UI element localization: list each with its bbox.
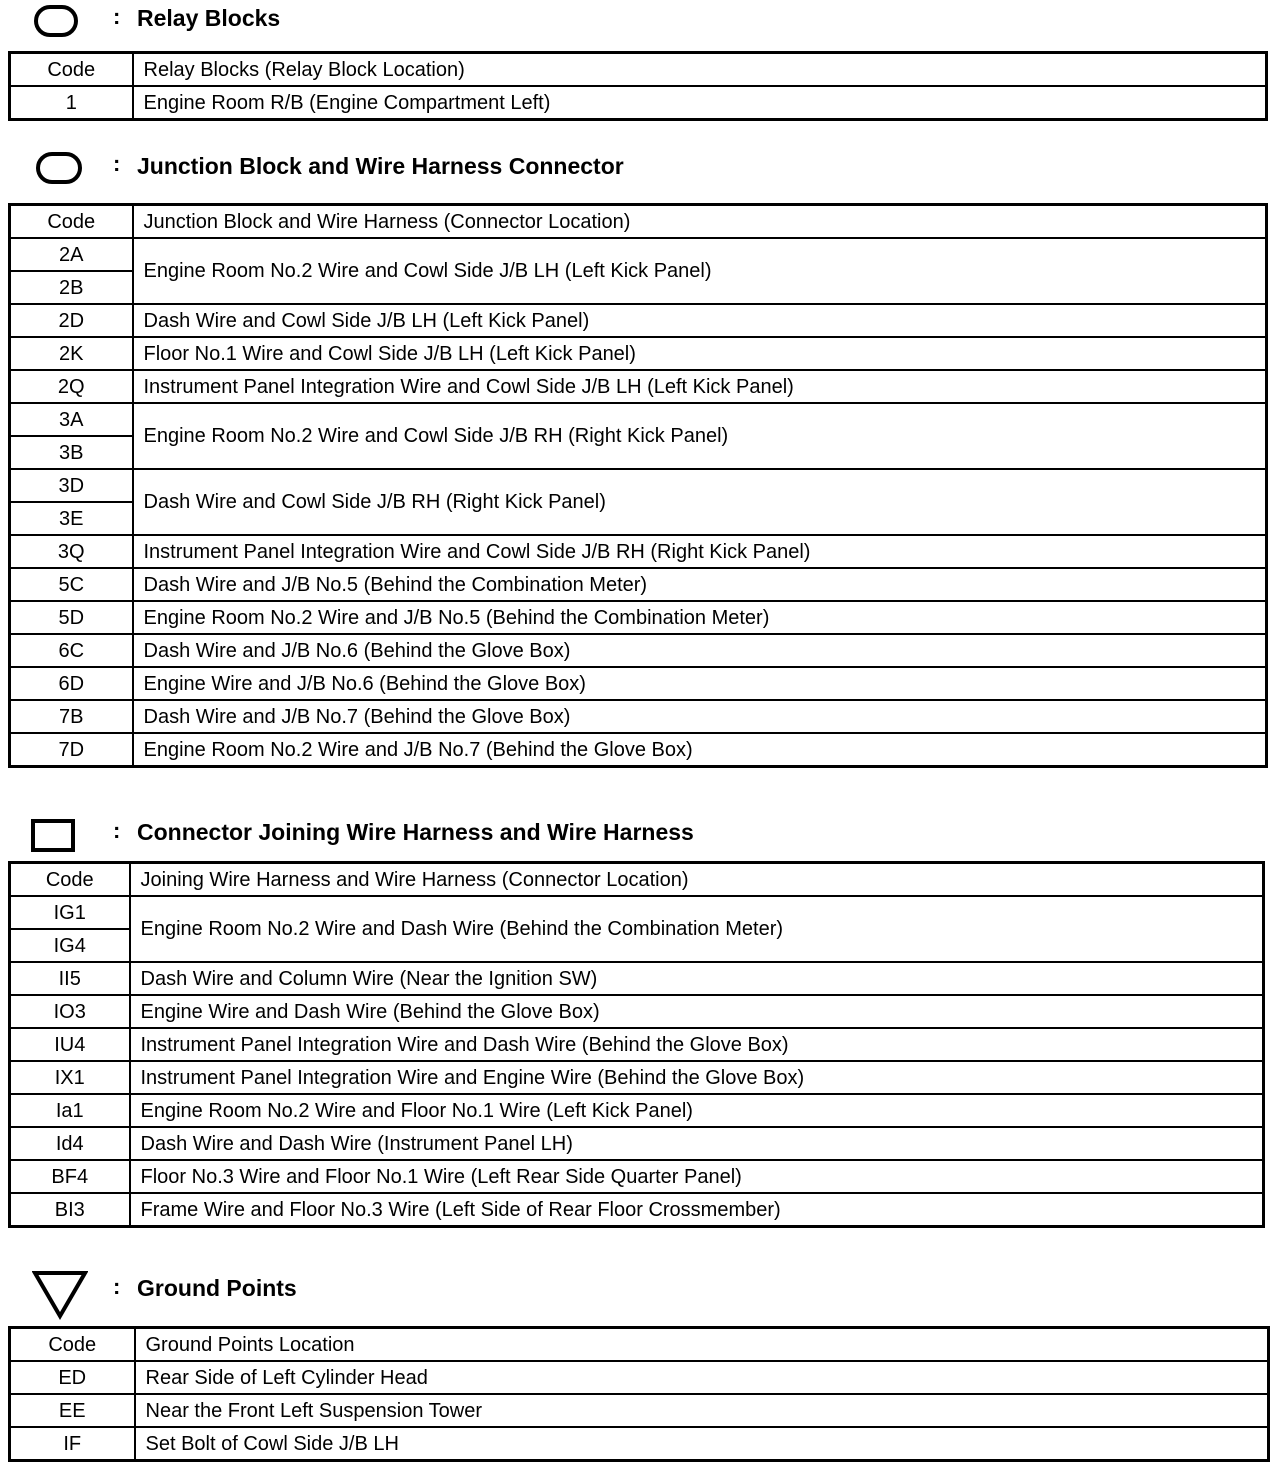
header-code: Code [10, 863, 130, 897]
code-cell: IU4 [10, 1028, 130, 1061]
colon: : [113, 1274, 121, 1299]
description-cell: Engine Room No.2 Wire and Dash Wire (Behind the Combination Meter) [130, 896, 1264, 962]
table-row [10, 535, 1267, 568]
code-cell: ED [10, 1361, 135, 1394]
section-title: Connector Joining Wire Harness and Wire Harness [137, 819, 694, 845]
code-cell: IG1 [10, 896, 130, 929]
description-cell: Engine Wire and Dash Wire (Behind the Glove Box) [130, 995, 1264, 1028]
description-cell: Dash Wire and J/B No.5 (Behind the Combination Meter) [133, 568, 1267, 601]
table-row [10, 1028, 1264, 1061]
header-code: Code [10, 53, 133, 87]
connector-symbol-icon [31, 819, 75, 852]
description-cell: Dash Wire and J/B No.6 (Behind the Glove Box) [133, 634, 1267, 667]
table-header-row [10, 53, 1267, 87]
table-row [10, 995, 1264, 1028]
description-cell: Instrument Panel Integration Wire and Cowl Side J/B RH (Right Kick Panel) [133, 535, 1267, 568]
code-cell: II5 [10, 962, 130, 995]
description-cell: Engine Room No.2 Wire and J/B No.5 (Behind the Combination Meter) [133, 601, 1267, 634]
table-row [10, 896, 1264, 929]
header-description: Relay Blocks (Relay Block Location) [133, 53, 1267, 87]
table-header-row [10, 1328, 1269, 1362]
connector-joining-table [8, 861, 1265, 1228]
section-header-ground-points [0, 1268, 1280, 1308]
colon: : [113, 818, 121, 843]
description-cell: Engine Wire and J/B No.6 (Behind the Glove Box) [133, 667, 1267, 700]
section-header-junction-block [0, 148, 1280, 188]
table-row [10, 1193, 1264, 1227]
code-cell: 1 [10, 86, 133, 120]
table-row [10, 304, 1267, 337]
description-cell: Dash Wire and Cowl Side J/B RH (Right Kick Panel) [133, 469, 1267, 535]
header-description: Joining Wire Harness and Wire Harness (Connector Location) [130, 863, 1264, 897]
table-row [10, 634, 1267, 667]
table-row [10, 238, 1267, 271]
code-cell: Ia1 [10, 1094, 130, 1127]
relay-block-symbol-icon [34, 5, 78, 37]
section-header-relay-blocks [0, 0, 1280, 40]
table-row [10, 1361, 1269, 1394]
description-cell: Engine Room No.2 Wire and Floor No.1 Wire (Left Kick Panel) [130, 1094, 1264, 1127]
code-cell: 6D [10, 667, 133, 700]
description-cell: Instrument Panel Integration Wire and Cowl Side J/B LH (Left Kick Panel) [133, 370, 1267, 403]
table-row [10, 86, 1267, 120]
ground-points-table [8, 1326, 1270, 1462]
table-row [10, 568, 1267, 601]
description-cell: Floor No.1 Wire and Cowl Side J/B LH (Left Kick Panel) [133, 337, 1267, 370]
code-cell: 2A [10, 238, 133, 271]
description-cell: Dash Wire and Cowl Side J/B LH (Left Kick Panel) [133, 304, 1267, 337]
table-row [10, 667, 1267, 700]
code-cell: 2K [10, 337, 133, 370]
section-title: Junction Block and Wire Harness Connector [137, 153, 624, 179]
relay-blocks-table [8, 51, 1268, 121]
table-row [10, 700, 1267, 733]
code-cell: 2Q [10, 370, 133, 403]
section-title: Relay Blocks [137, 5, 281, 31]
table-row [10, 1160, 1264, 1193]
description-cell: Instrument Panel Integration Wire and Engine Wire (Behind the Glove Box) [130, 1061, 1264, 1094]
table-row [10, 1094, 1264, 1127]
code-cell: 6C [10, 634, 133, 667]
table-row [10, 733, 1267, 767]
junction-block-symbol-icon [36, 152, 82, 184]
description-cell: Near the Front Left Suspension Tower [135, 1394, 1269, 1427]
section-header-connector-joining [0, 814, 1280, 854]
header-code: Code [10, 205, 133, 239]
table-header-row [10, 205, 1267, 239]
table-header-row [10, 863, 1264, 897]
code-cell: 3E [10, 502, 133, 535]
table-row [10, 469, 1267, 502]
description-cell: Frame Wire and Floor No.3 Wire (Left Side of Rear Floor Crossmember) [130, 1193, 1264, 1227]
code-cell: 2D [10, 304, 133, 337]
description-cell: Engine Room No.2 Wire and J/B No.7 (Behind the Glove Box) [133, 733, 1267, 767]
section-title: Ground Points [137, 1275, 297, 1301]
description-cell: Engine Room No.2 Wire and Cowl Side J/B LH (Left Kick Panel) [133, 238, 1267, 304]
code-cell: 2B [10, 271, 133, 304]
code-cell: 5D [10, 601, 133, 634]
header-code: Code [10, 1328, 135, 1362]
code-cell: IF [10, 1427, 135, 1461]
code-cell: 7D [10, 733, 133, 767]
table-row [10, 601, 1267, 634]
code-cell: 3D [10, 469, 133, 502]
code-cell: IX1 [10, 1061, 130, 1094]
code-cell: EE [10, 1394, 135, 1427]
code-cell: 7B [10, 700, 133, 733]
colon: : [113, 151, 121, 176]
description-cell: Dash Wire and Dash Wire (Instrument Panel LH) [130, 1127, 1264, 1160]
code-cell: 3Q [10, 535, 133, 568]
code-cell: 3B [10, 436, 133, 469]
table-row [10, 337, 1267, 370]
table-row [10, 1427, 1269, 1461]
description-cell: Engine Room R/B (Engine Compartment Left) [133, 86, 1267, 120]
table-row [10, 962, 1264, 995]
header-description: Junction Block and Wire Harness (Connector Location) [133, 205, 1267, 239]
description-cell: Engine Room No.2 Wire and Cowl Side J/B RH (Right Kick Panel) [133, 403, 1267, 469]
code-cell: BF4 [10, 1160, 130, 1193]
table-row [10, 1394, 1269, 1427]
description-cell: Set Bolt of Cowl Side J/B LH [135, 1427, 1269, 1461]
table-row [10, 370, 1267, 403]
colon: : [113, 4, 121, 29]
description-cell: Instrument Panel Integration Wire and Dash Wire (Behind the Glove Box) [130, 1028, 1264, 1061]
description-cell: Dash Wire and Column Wire (Near the Ignition SW) [130, 962, 1264, 995]
description-cell: Dash Wire and J/B No.7 (Behind the Glove Box) [133, 700, 1267, 733]
table-row [10, 1061, 1264, 1094]
header-description: Ground Points Location [135, 1328, 1269, 1362]
code-cell: 5C [10, 568, 133, 601]
code-cell: BI3 [10, 1193, 130, 1227]
code-cell: IG4 [10, 929, 130, 962]
description-cell: Floor No.3 Wire and Floor No.1 Wire (Left Rear Side Quarter Panel) [130, 1160, 1264, 1193]
ground-point-triangle-icon [32, 1270, 88, 1320]
code-cell: 3A [10, 403, 133, 436]
code-cell: IO3 [10, 995, 130, 1028]
table-row [10, 403, 1267, 436]
description-cell: Rear Side of Left Cylinder Head [135, 1361, 1269, 1394]
table-row [10, 1127, 1264, 1160]
junction-block-table [8, 203, 1268, 768]
code-cell: Id4 [10, 1127, 130, 1160]
